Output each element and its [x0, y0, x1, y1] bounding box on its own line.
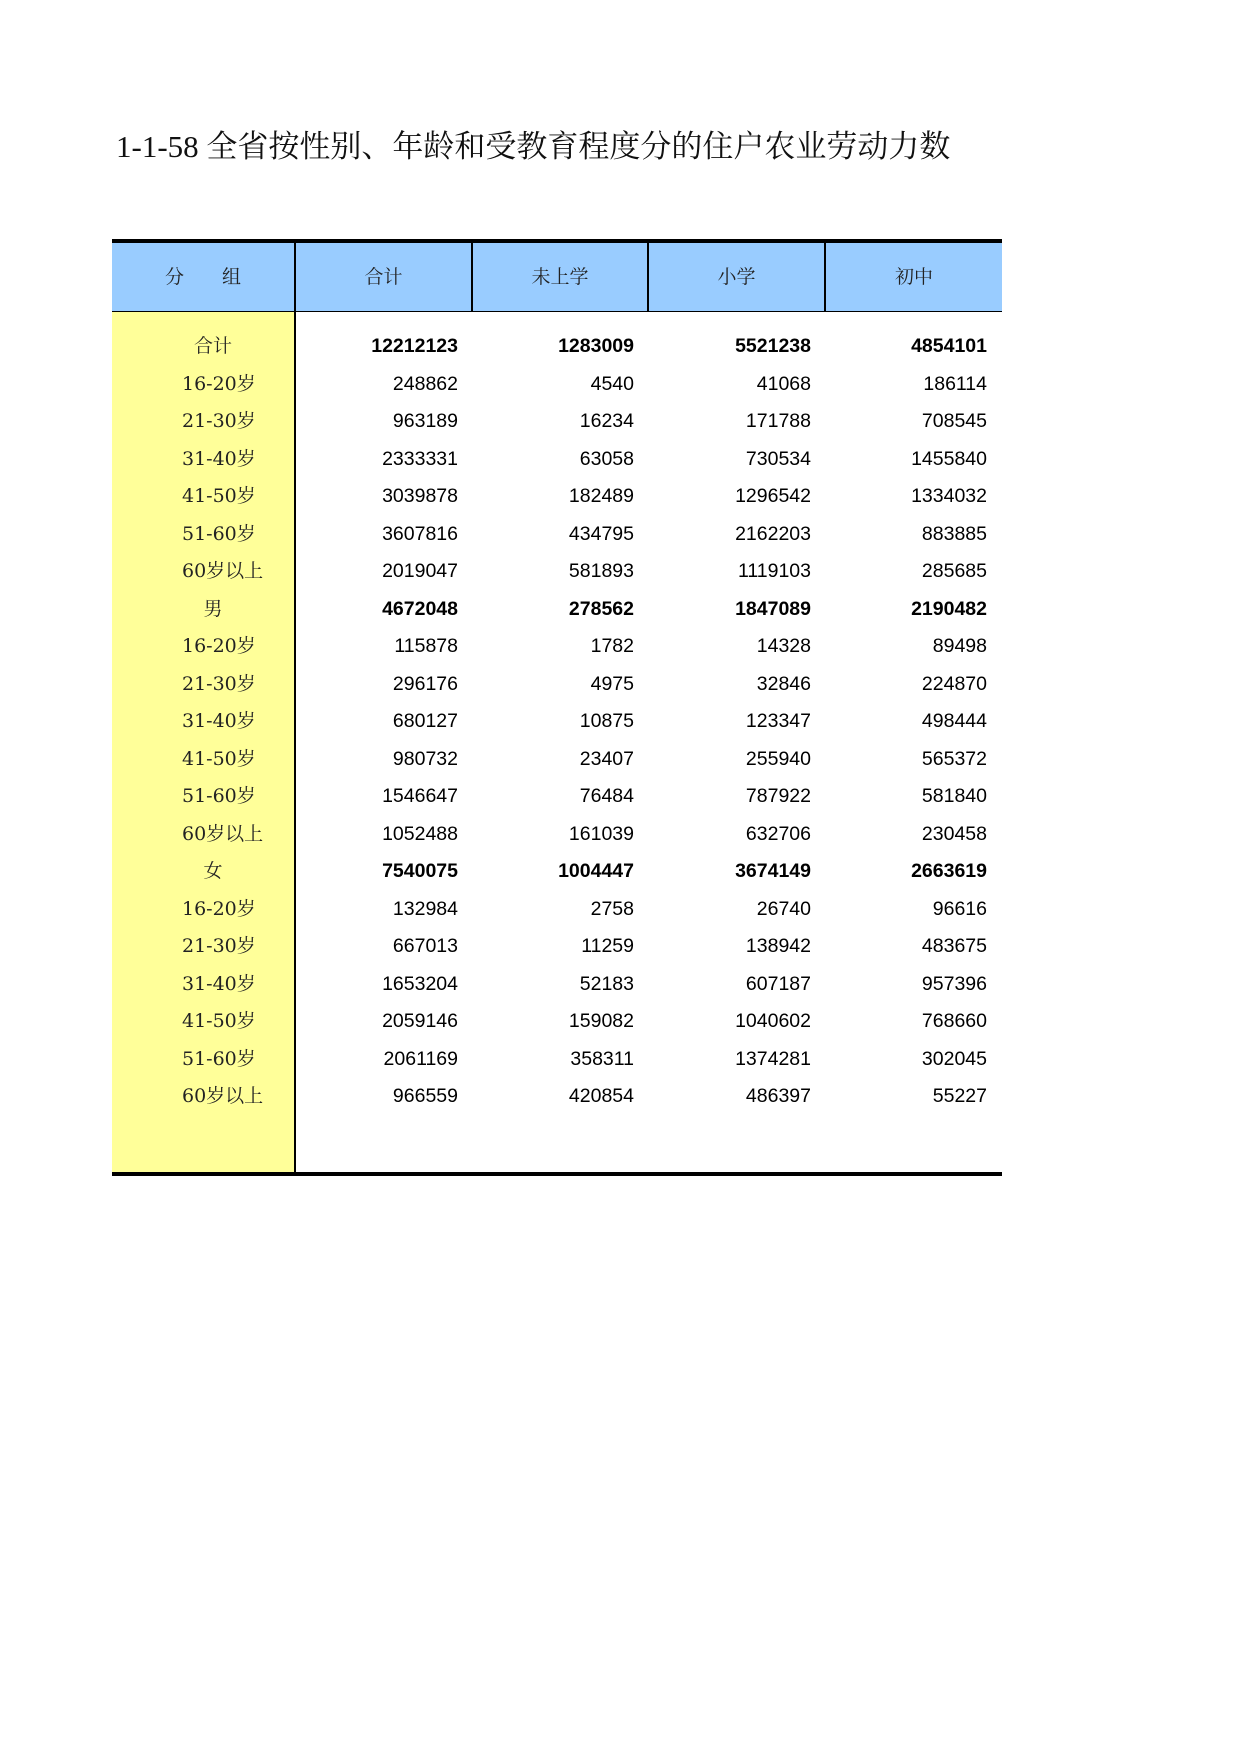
table-cell: 1040602 [735, 1010, 811, 1032]
table-cell: 32846 [756, 672, 811, 695]
row-group-label: 男 [203, 597, 223, 620]
table-cell: 4854101 [911, 335, 987, 357]
table-cell: 1782 [590, 635, 634, 657]
table-row [112, 516, 1002, 554]
table-cell: 565372 [921, 747, 987, 770]
table-cell: 667013 [392, 935, 458, 957]
row-age-label: 21-30岁 [182, 410, 256, 432]
table-row [112, 591, 1002, 629]
row-age-label: 21-30岁 [182, 672, 256, 695]
header-junior-high: 初中 [824, 243, 1002, 311]
data-table [112, 239, 1002, 1175]
table-cell: 12212123 [371, 335, 458, 357]
table-cell: 55227 [932, 1085, 987, 1107]
table-cell: 957396 [921, 972, 987, 995]
table-cell: 1455840 [911, 447, 987, 470]
row-age-label: 60岁以上 [182, 822, 264, 845]
row-age-label: 16-20岁 [182, 897, 256, 920]
row-age-label: 31-40岁 [182, 447, 256, 470]
table-cell: 182489 [568, 485, 634, 507]
table-cell: 4540 [590, 372, 634, 395]
table-cell: 680127 [392, 710, 458, 732]
table-row [112, 891, 1002, 929]
table-row [112, 741, 1002, 779]
table-cell: 5521238 [735, 335, 811, 357]
table-cell: 2162203 [735, 522, 811, 545]
table-cell: 63058 [579, 447, 634, 470]
table-cell: 138942 [745, 935, 811, 957]
table-cell: 420854 [568, 1085, 634, 1107]
table-row [112, 366, 1002, 404]
row-age-label: 60岁以上 [182, 1085, 264, 1107]
table-cell: 2019047 [382, 560, 458, 582]
table-cell: 171788 [745, 410, 811, 432]
row-group-label: 合计 [193, 335, 232, 357]
table-row [112, 703, 1002, 741]
table-row [112, 928, 1002, 966]
table-cell: 23407 [579, 747, 634, 770]
table-cell: 248862 [392, 372, 458, 395]
table-cell: 115878 [394, 635, 458, 657]
table-cell: 132984 [392, 897, 458, 920]
table-row [112, 628, 1002, 666]
table-cell: 4672048 [382, 597, 458, 620]
table-cell: 14328 [756, 635, 811, 657]
table-cell: 285685 [921, 560, 987, 582]
table-row [112, 666, 1002, 704]
table-cell: 498444 [921, 710, 987, 732]
top-rule [112, 239, 1002, 243]
table-row [112, 966, 1002, 1004]
page-title: 1-1-58 全省按性别、年龄和受教育程度分的住户农业劳动力数 [116, 129, 951, 164]
table-row [112, 1003, 1002, 1041]
row-age-label: 51-60岁 [182, 785, 256, 807]
row-group-label: 女 [203, 860, 223, 882]
row-age-label: 41-50岁 [182, 485, 256, 507]
table-cell: 963189 [392, 410, 458, 432]
table-cell: 1374281 [735, 1047, 811, 1070]
table-cell: 2663619 [911, 860, 987, 882]
table-row [112, 328, 1002, 366]
table-row [112, 778, 1002, 816]
row-age-label: 60岁以上 [182, 560, 264, 582]
table-cell: 1334032 [911, 485, 987, 507]
table-cell: 230458 [921, 822, 987, 845]
table-cell: 89498 [932, 635, 987, 657]
table-cell: 581840 [921, 785, 987, 807]
table-header [112, 243, 1002, 312]
table-cell: 1004447 [558, 860, 634, 882]
table-cell: 278562 [568, 597, 634, 620]
row-age-label: 51-60岁 [182, 522, 256, 545]
table-cell: 434795 [568, 522, 634, 545]
table-cell: 186114 [923, 372, 987, 395]
row-age-label: 16-20岁 [182, 372, 256, 395]
table-cell: 2333331 [382, 447, 458, 470]
table-cell: 2059146 [382, 1010, 458, 1032]
header-total: 合计 [294, 243, 471, 311]
table-cell: 161039 [568, 822, 634, 845]
table-cell: 483675 [921, 935, 987, 957]
table-cell: 632706 [745, 822, 811, 845]
table-cell: 3607816 [382, 522, 458, 545]
table-cell: 302045 [921, 1047, 987, 1070]
table-cell: 581893 [568, 560, 634, 582]
table-cell: 159082 [568, 1010, 634, 1032]
table-cell: 1653204 [382, 972, 458, 995]
table-cell: 26740 [756, 897, 811, 920]
table-cell: 883885 [921, 522, 987, 545]
table-row [112, 853, 1002, 891]
row-age-label: 51-60岁 [182, 1047, 256, 1070]
table-cell: 708545 [921, 410, 987, 432]
table-cell: 3039878 [382, 485, 458, 507]
row-age-label: 31-40岁 [182, 972, 256, 995]
row-age-label: 41-50岁 [182, 1010, 256, 1032]
table-cell: 10875 [579, 710, 634, 732]
row-age-label: 16-20岁 [182, 635, 256, 657]
table-cell: 768660 [921, 1010, 987, 1032]
row-age-label: 41-50岁 [182, 747, 256, 770]
table-cell: 3674149 [735, 860, 811, 882]
table-cell: 2061169 [383, 1047, 458, 1070]
table-row [112, 478, 1002, 516]
table-cell: 7540075 [382, 860, 458, 882]
table-cell: 358311 [570, 1047, 634, 1070]
table-cell: 966559 [392, 1085, 458, 1107]
table-cell: 96616 [932, 897, 987, 920]
table-cell: 787922 [745, 785, 811, 807]
table-cell: 1283009 [558, 335, 634, 357]
table-cell: 52183 [579, 972, 634, 995]
table-cell: 1052488 [382, 822, 458, 845]
table-cell: 4975 [590, 672, 634, 695]
table-cell: 1119103 [737, 560, 811, 582]
table-cell: 1546647 [382, 785, 458, 807]
table-row [112, 553, 1002, 591]
table-cell: 16234 [579, 410, 634, 432]
table-row [112, 441, 1002, 479]
header-group: 分 组 [164, 266, 241, 288]
table-cell: 607187 [745, 972, 811, 995]
table-cell: 1296542 [735, 485, 811, 507]
table-cell: 2190482 [911, 597, 987, 620]
table-cell: 1847089 [735, 597, 811, 620]
table-cell: 486397 [745, 1085, 811, 1107]
table-cell: 123347 [745, 710, 811, 732]
table-row [112, 816, 1002, 854]
table-cell: 980732 [392, 747, 458, 770]
table-cell: 2758 [590, 897, 634, 920]
table-cell: 730534 [745, 447, 811, 470]
table-cell: 255940 [745, 747, 811, 770]
table-row [112, 1041, 1002, 1079]
bottom-rule [112, 1172, 1002, 1176]
table-row [112, 403, 1002, 441]
row-age-label: 21-30岁 [182, 935, 256, 957]
table-cell: 41068 [756, 372, 811, 395]
table-cell: 296176 [392, 672, 458, 695]
table-cell: 76484 [579, 785, 634, 807]
row-age-label: 31-40岁 [182, 710, 256, 732]
table-row [112, 1078, 1002, 1116]
header-primary: 小学 [647, 243, 824, 311]
header-no-school: 未上学 [471, 243, 647, 311]
table-cell: 11259 [581, 935, 634, 957]
table-cell: 224870 [921, 672, 987, 695]
